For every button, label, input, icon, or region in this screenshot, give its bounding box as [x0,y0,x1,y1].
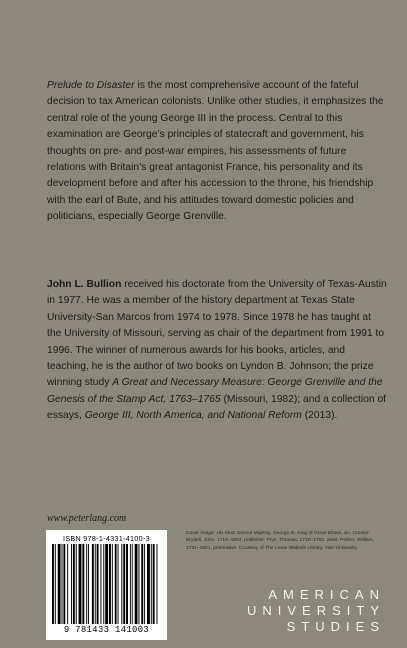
book-title-george-iii: George III, North America, and National Reform [84,410,302,422]
isbn-barcode [46,530,167,640]
publisher-website: www.peterlang.com [47,513,127,524]
isbn-label: ISBN 978-1-4331-4100-3 [63,534,150,543]
series-name-line-3: STUDIES [286,619,385,634]
cover-image-credit: Cover image: His Most Sacred Majesty, George III, King of Great Britain, &c. Creator: Brydell, John, 1719–1804, publisher; Frye, Thomas, 1710–1762, artist; Pether, William, 1731–1821, printmaker. Courtesy of The Lewis Walpole Library, Yale University. [186,531,375,551]
bio-text-1: received his doctorate from the University of Texas-Austin in 1977. He was a member of the history department at Texas State University-San Marcos from 1974 to 1978. Since 1978 he has taught at the University of Missouri, serving as chair of the department from 1991 to 1996. The winner of numerous awards for his books, articles, and teaching, he is the author of two books on Lyndon B. Johnson; the prize winning study [47,279,387,389]
author-bio [47,277,387,425]
bio-text-2: (Missouri, 1982); and a collection of essays, [47,393,387,422]
barcode-bars [52,544,161,624]
book-title-grenville: A Great and Necessary Measure: George Grenville and the Genesis of the Stamp Act, 1763–1765 [47,377,383,405]
bio-text-3: (2013). [301,410,338,422]
book-title: Prelude to Disaster [47,80,135,91]
book-description [47,78,387,226]
author-name: John L. Bullion [47,279,122,290]
series-name-line-2: UNIVERSITY [246,603,385,618]
description-text: is the most comprehensive account of the fateful decision to tax American colonists. Unlike other studies, it emphasizes the central role of the young George III in the process. Central to this examination are George’s principles of statecraft and government, his thoughts on pre- and post-war empires, his assessments of future relations with Britain’s great antagonist France, his personality and its development before and after his accession to the throne, his friendship with the earl of Bute, and his attitudes toward domestic policies and politicians, especially George Grenville. [47,80,384,223]
barcode-digits: 9 781433 141003 [63,625,150,635]
series-name-line-1: AMERICAN [268,587,385,602]
